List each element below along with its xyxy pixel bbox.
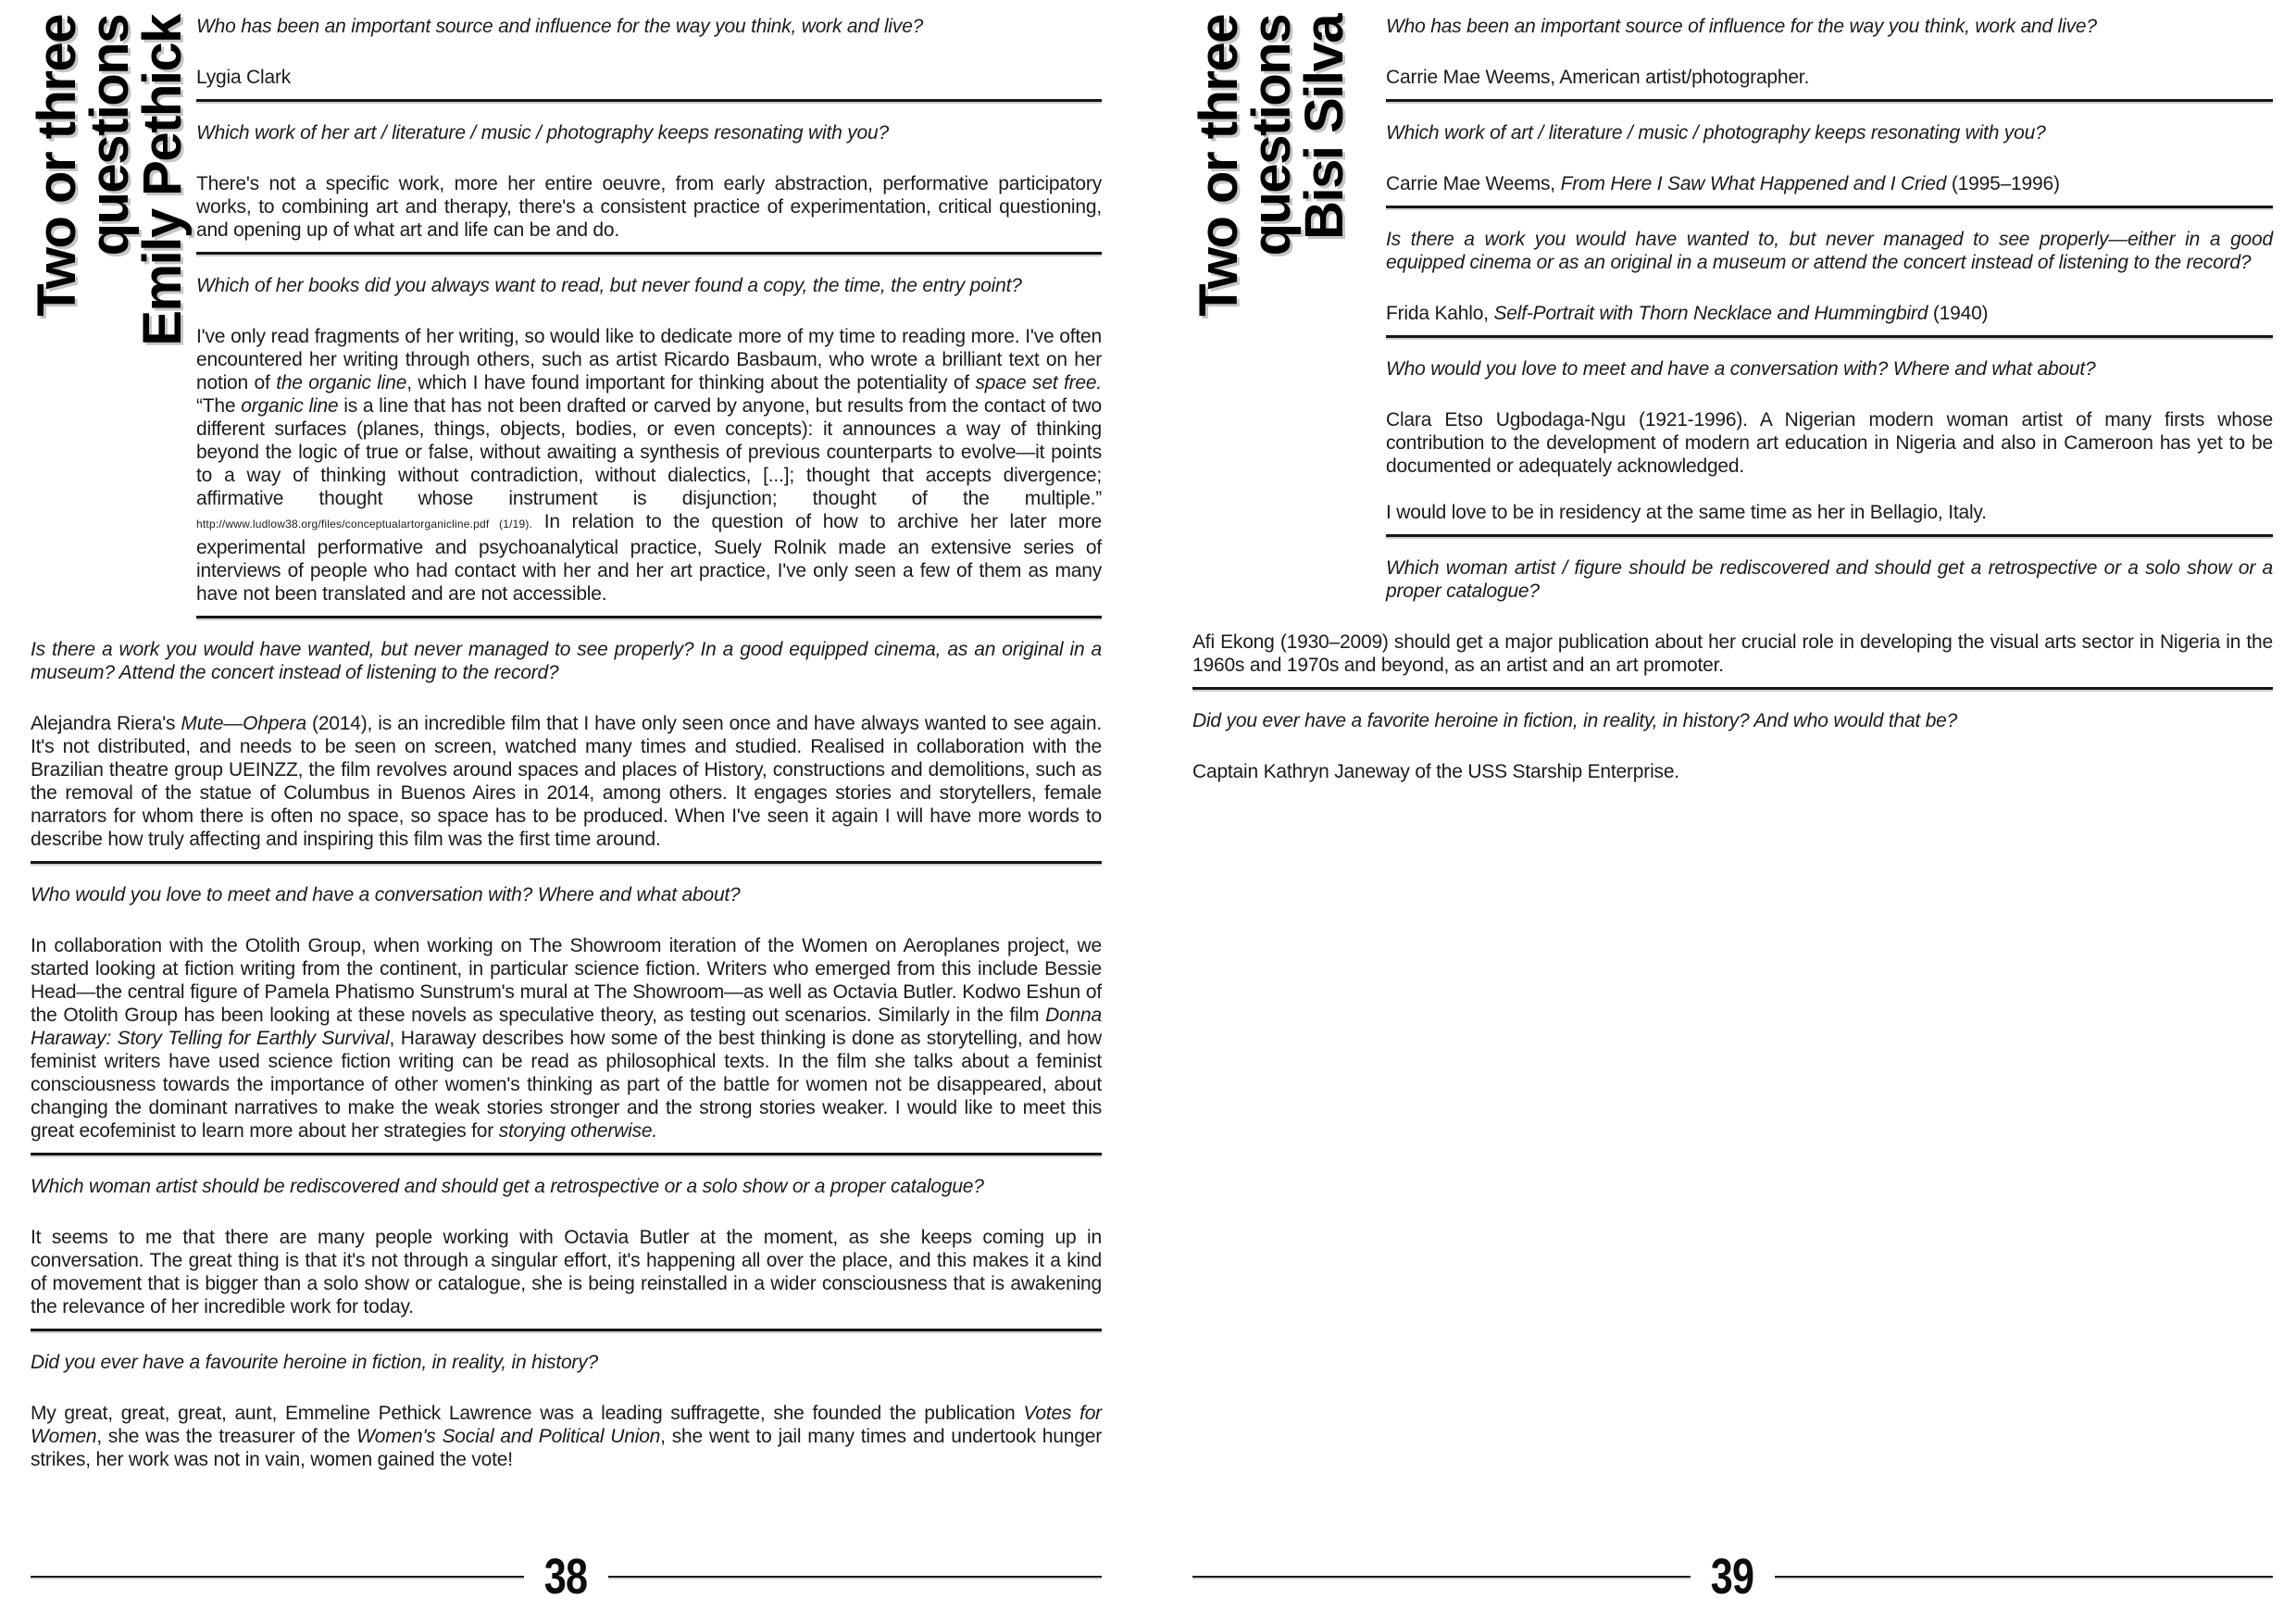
section-divider xyxy=(196,99,1102,102)
answer-text: Carrie Mae Weems, From Here I Saw What Happened and I Cried (1995–1996) xyxy=(1386,173,2060,194)
answer-text: There's not a specific work, more her entire oeuvre, from early abstraction, performative participatory works, to combining art and therapy, there's a consistent practice of experimentation, critical questioning, and opening up of what art and life can be and do. xyxy=(196,173,1102,241)
vertical-title-bisi-silva xyxy=(1189,15,1386,626)
answer-text: Clara Etso Ugbodaga-Ngu (1921-1996). A Nigerian modern woman artist of many firsts whose contribution to the development of modern art education in Nigeria and also in Cameroon has yet to be documented or adequately acknowledged. xyxy=(1386,409,2273,477)
section-divider xyxy=(1386,99,2273,102)
vertical-title-text xyxy=(1189,15,1386,626)
answer-text: I've only read fragments of her writing, so would like to dedicate more of my time to reading more. I've often encountered her writing through others, such as artist Ricardo Basbaum, who wrote a brilliant text on her notion of the organic line, which I have found important for thinking about the potentiality of space set free. “The organic line is a line that has not been drafted or carved by anyone, but results from the contact of two different surfaces (planes, things, objects, bodies, or even concepts): it announces a way of thinking beyond the logic of true or false, without awaiting a synthesis of previous counterparts to evolve—it points to a way of thinking without contradiction, without dialectics, [...]; thought that accepts divergence; affirmative thought whose instrument is disjunction; thought of the multiple.” http://www.ludlow38.org/files/conceptualartorganicline.pdf (1/19). In relation to the question of how to archive her later more experimental performative and psychoanalytical practice, Suely Rolnik made an extensive series of interviews of people who had contact with her and her art practice, I've only seen a few of them as many have not been translated and are not accessible. xyxy=(196,326,1102,605)
title-line: Two or three xyxy=(27,15,87,317)
page-right xyxy=(1148,0,2296,1623)
question-text: Who would you love to meet and have a conversation with? Where and what about? xyxy=(31,884,741,905)
question-text: Is there a work you would have wanted, but never managed to see properly? In a good equipped cinema, as an original in a museum? Attend the concert instead of listening to the record? xyxy=(31,639,1102,683)
page-number: 39 xyxy=(1711,1549,1754,1604)
answer-text: Frida Kahlo, Self-Portrait with Thorn Necklace and Hummingbird (1940) xyxy=(1386,303,1989,324)
section-divider xyxy=(1386,534,2273,537)
answer-text: Lygia Clark xyxy=(196,67,292,88)
page-number: 38 xyxy=(544,1549,588,1604)
section-divider xyxy=(1386,206,2273,208)
answer-text: Alejandra Riera's Mute—Ohpera (2014), is an incredible film that I have only seen once and have always wanted to see again. It's not distributed, and needs to be seen on screen, watched many times and studied. Realised in collaboration with the Brazilian theatre group UEINZZ, the film revolves around spaces and places of History, constructions and demolitions, such as the removal of the statue of Columbus in Buenos Aires in 2014, among others. It engages stories and storytellers, female narrators for whom there is often no space, so space has to be produced. When I've seen it again I will have more words to describe how truly affecting and inspiring this film was the first time around. xyxy=(31,713,1102,850)
footer-rule-right xyxy=(608,1576,1102,1578)
question-text: Which work of art / literature / music / photography keeps resonating with you? xyxy=(1386,122,2046,144)
section-divider xyxy=(31,861,1102,864)
question-text: Who has been an important source and influence for the way you think, work and live? xyxy=(196,16,924,37)
answer-text: My great, great, great, aunt, Emmeline Pethick Lawrence was a leading suffragette, she founded the publication Votes for Women, she was the treasurer of the Women's Social and Political Union, she went to jail many times and undertook hunger strikes, her work was not in vain, women gained the vote! xyxy=(31,1403,1102,1470)
section-divider xyxy=(196,616,1102,618)
title-line: questions xyxy=(1242,15,1302,256)
section-divider xyxy=(31,1329,1102,1331)
page-footer xyxy=(1192,1551,2273,1603)
section-divider xyxy=(1192,687,2273,690)
answer-text: Captain Kathryn Janeway of the USS Starship Enterprise. xyxy=(1192,761,1679,782)
footer-rule-left xyxy=(1192,1576,1691,1578)
question-text: Did you ever have a favorite heroine in fiction, in reality, in history? And who would that be? xyxy=(1192,710,1958,731)
question-text: Who has been an important source of influence for the way you think, work and live? xyxy=(1386,16,2097,37)
vertical-title-text xyxy=(27,15,196,617)
answer-text: In collaboration with the Otolith Group, when working on The Showroom iteration of the Women on Aeroplanes project, we started looking at fiction writing from the continent, in particular science fiction. Writers who emerged from this include Bessie Head—the central figure of Pamela Phatismo Sunstrum's mural at The Showroom—as well as Octavia Butler. Kodwo Eshun of the Otolith Group has been looking at these novels as speculative theory, as testing out scenarios. Similarly in the film Donna Haraway: Story Telling for Earthly Survival, Haraway describes how some of the best thinking is done as storytelling, and how feminist writers have used science fiction writing can be read as philosophical texts. In the film she talks about a feminist consciousness towards the importance of other women's thinking as part of the battle for women not be disappeared, about changing the dominant narratives to make the weak stories stronger and the strong stories weaker. I would like to meet this great ecofeminist to learn more about her strategies for storying otherwise. xyxy=(31,935,1102,1142)
page-footer xyxy=(31,1551,1102,1603)
question-text: Which of her books did you always want to read, but never found a copy, the time, the entry point? xyxy=(196,275,1022,296)
answer-text: Carrie Mae Weems, American artist/photographer. xyxy=(1386,67,1810,88)
title-line: Two or three xyxy=(1189,15,1249,317)
question-text: Is there a work you would have wanted to, but never managed to see properly—either in a good equipped cinema or as an original in a museum or attend the concert instead of listening to the record? xyxy=(1386,229,2273,273)
question-text: Which work of her art / literature / music / photography keeps resonating with you? xyxy=(196,122,889,144)
question-text: Did you ever have a favourite heroine in fiction, in reality, in history? xyxy=(31,1352,599,1373)
vertical-title-emily-pethick xyxy=(27,15,196,617)
answer-text: Afi Ekong (1930–2009) should get a major publication about her crucial role in developing the visual arts sector in Nigeria in the 1960s and 1970s and beyond, as an artist and an art promoter. xyxy=(1192,631,2273,676)
section-divider xyxy=(1386,335,2273,338)
question-text: Which woman artist / figure should be rediscovered and should get a retrospective or a solo show or a proper catalogue? xyxy=(1386,557,2273,602)
title-line: questions xyxy=(80,15,140,256)
title-line: Bisi Silva xyxy=(1294,15,1354,240)
answer-text: I would love to be in residency at the same time as her in Bellagio, Italy. xyxy=(1386,502,1987,523)
section-divider xyxy=(31,1153,1102,1155)
footer-rule-right xyxy=(1775,1576,2273,1578)
title-line: Emily Pethick xyxy=(132,15,193,346)
footer-rule-left xyxy=(31,1576,524,1578)
question-text: Which woman artist should be rediscovered and should get a retrospective or a solo show or a proper catalogue? xyxy=(31,1176,984,1197)
section-divider xyxy=(196,252,1102,255)
question-text: Who would you love to meet and have a conversation with? Where and what about? xyxy=(1386,358,2096,380)
answer-text: It seems to me that there are many people working with Octavia Butler at the moment, as she keeps coming up in conversation. The great thing is that it's not through a singular effort, it's happening all over the place, and this makes it a kind of movement that is bigger than a solo show or catalogue, she is being reinstalled in a wider consciousness that is awakening the relevance of her incredible work for today. xyxy=(31,1227,1102,1317)
